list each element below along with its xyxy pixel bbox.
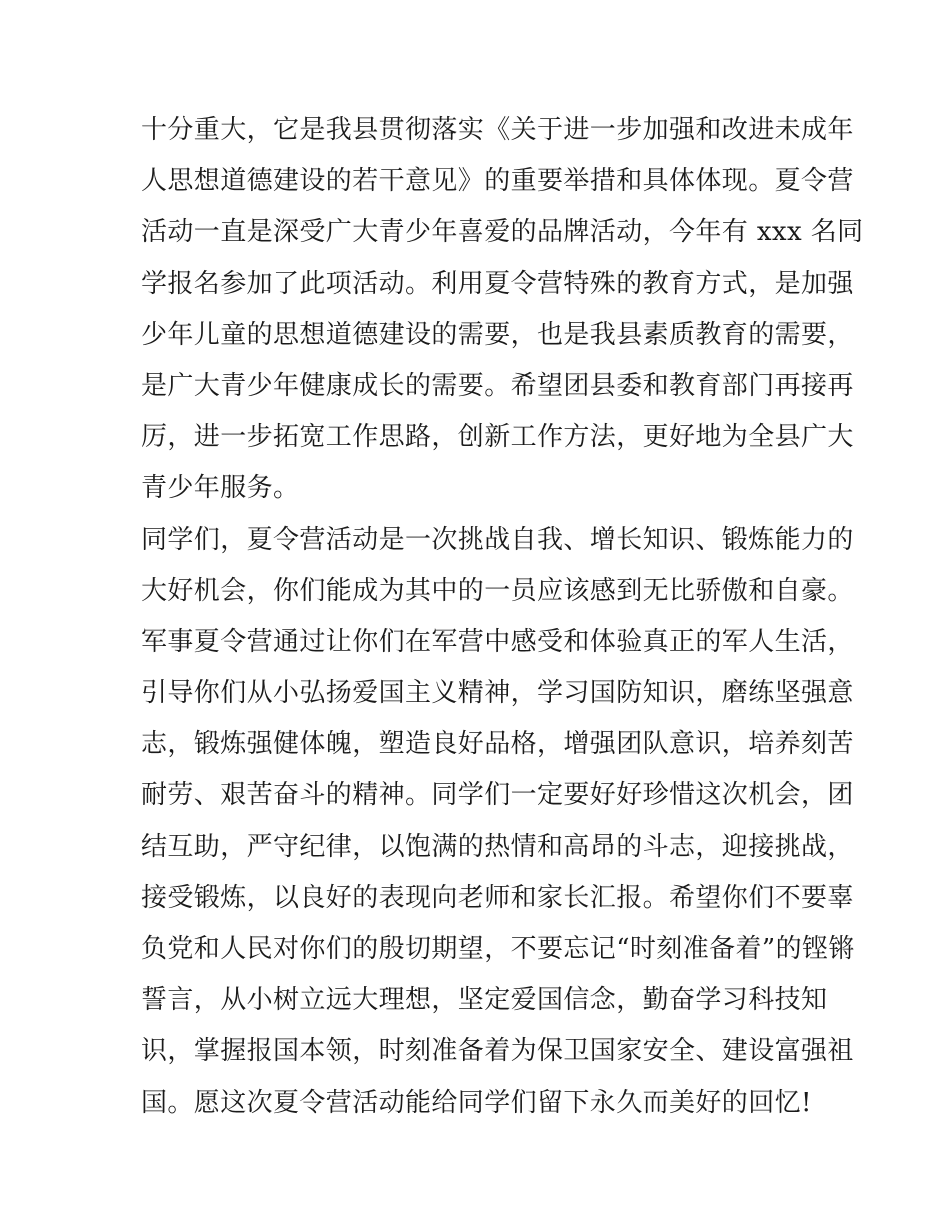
text-line: 识，掌握报国本领，时刻准备着为保卫国家安全、建设富强祖 <box>141 1036 854 1067</box>
text-line: 学报名参加了此项活动。利用夏令营特殊的教育方式，是加强 <box>141 268 854 299</box>
text-line: 是广大青少年健康成长的需要。希望团县委和教育部门再接再 <box>141 370 854 401</box>
text-line: 少年儿童的思想道德建设的需要，也是我县素质教育的需要， <box>141 319 854 350</box>
text-line: 厉，进一步拓宽工作思路，创新工作方法，更好地为全县广大 <box>141 422 854 453</box>
text-line: 耐劳、艰苦奋斗的精神。同学们一定要好好珍惜这次机会，团 <box>141 780 854 811</box>
text-line: 人思想道德建设的若干意见》的重要举措和具体体现。夏令营 <box>141 166 854 197</box>
text-line: 誓言，从小树立远大理想，坚定爱国信念，勤奋学习科技知 <box>141 985 828 1016</box>
text-line: 负党和人民对你们的殷切期望，不要忘记“时刻准备着”的铿锵 <box>141 934 855 964</box>
text-line: 十分重大，它是我县贯彻落实《关于进一步加强和改进未成年 <box>141 115 854 145</box>
text-line: 军事夏令营通过让你们在军营中感受和体验真正的军人生活， <box>141 626 854 657</box>
text-line: 国。愿这次夏令营活动能给同学们留下永久而美好的回忆! <box>141 1087 812 1118</box>
text-line: 活动一直是深受广大青少年喜爱的品牌活动，今年有 xxx 名同 <box>141 217 864 248</box>
document-body <box>141 105 864 1129</box>
text-line: 青少年服务。 <box>141 473 300 504</box>
text-line: 同学们，夏令营活动是一次挑战自我、增长知识、锻炼能力的 <box>141 524 854 555</box>
text-line: 结互助，严守纪律，以饱满的热情和高昂的斗志，迎接挑战， <box>141 831 854 862</box>
text-line: 接受锻炼，以良好的表现向老师和家长汇报。希望你们不要辜 <box>141 882 854 913</box>
text-line: 志，锻炼强健体魄，塑造良好品格，增强团队意识，培养刻苦 <box>141 729 854 760</box>
text-line: 大好机会，你们能成为其中的一员应该感到无比骄傲和自豪。 <box>141 575 854 606</box>
text-line: 引导你们从小弘扬爱国主义精神，学习国防知识，磨练坚强意 <box>141 678 854 709</box>
